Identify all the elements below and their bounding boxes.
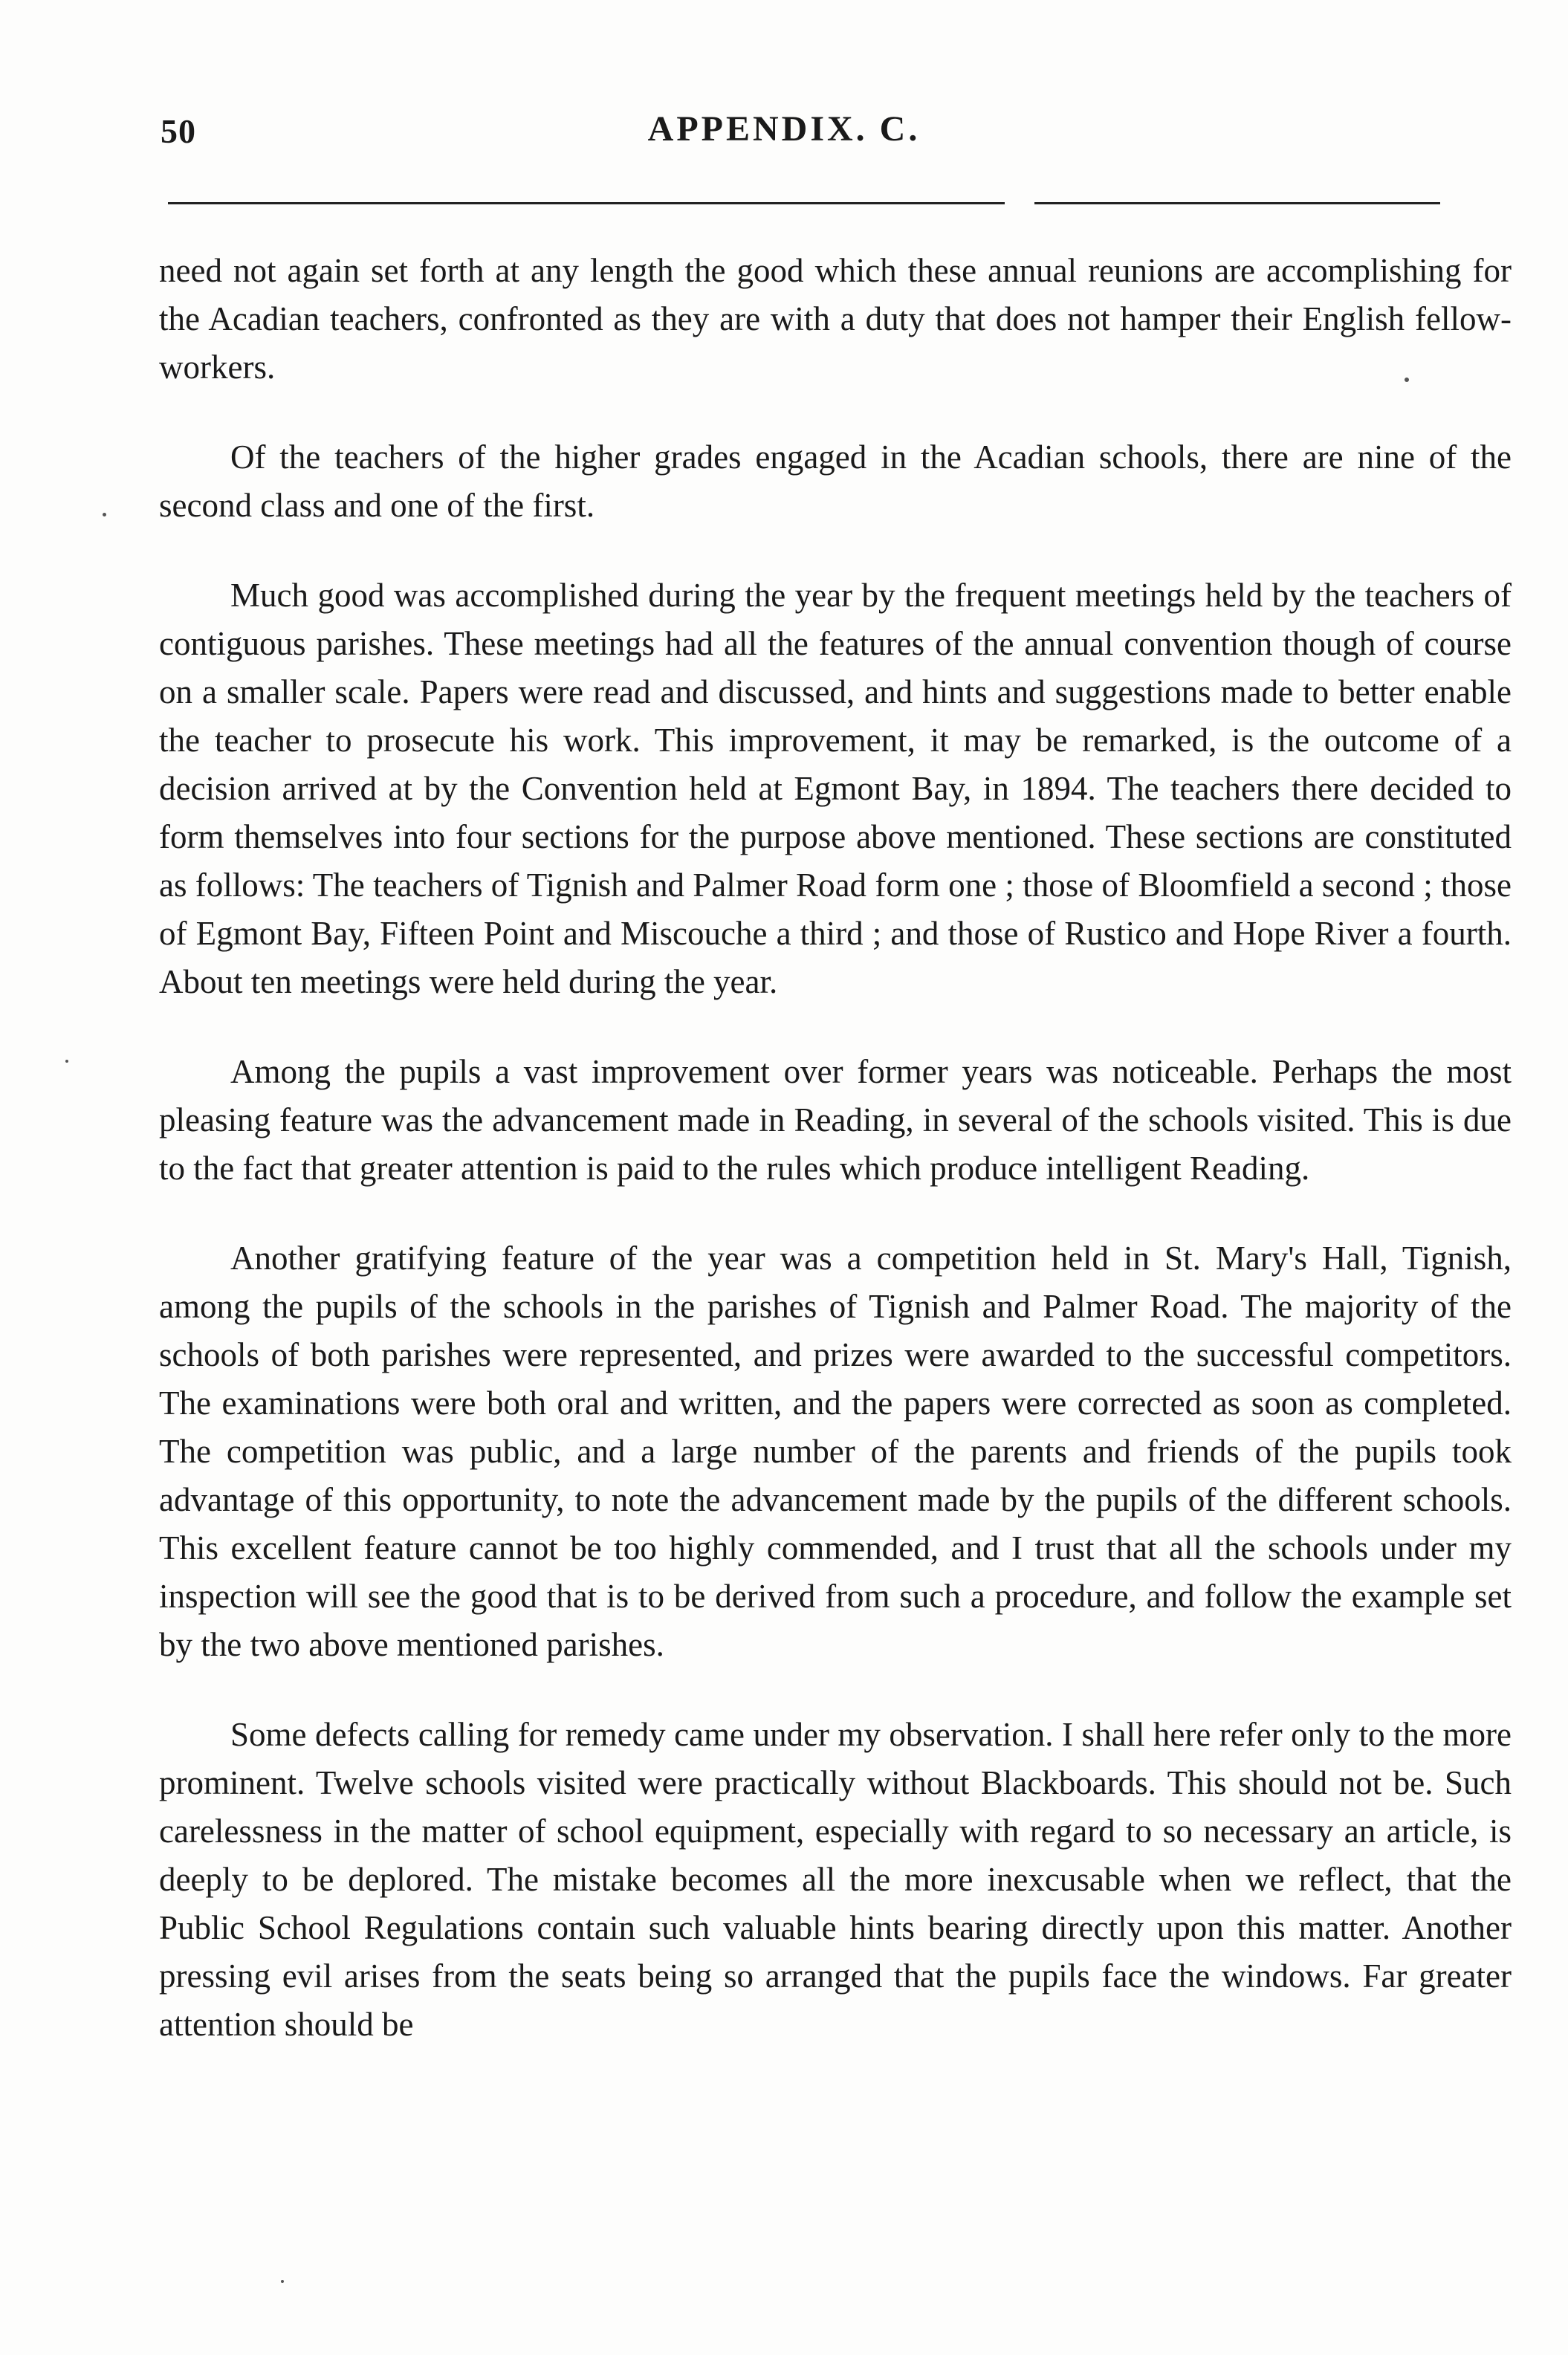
scan-speck: [65, 1060, 68, 1063]
header-rule: [168, 202, 1440, 204]
body-text: [159, 247, 1512, 2049]
paragraph-pupil-improvement: Among the pupils a vast improvement over former years was noticeable. Perhaps the most pleasing feature was the advancement made in Reading, in several of the schools visited. This is due to the fact that greater attention is paid to the rules which produce intelligent Reading.: [159, 1053, 1512, 1187]
paragraph-continuation: need not again set forth at any length the good which these annual reunions are accomplishing for the Acadian teachers, confronted as they are with a duty that does not hamper their English fellow-workers.: [159, 252, 1512, 386]
scan-speck: [281, 2280, 284, 2283]
header-rule-gap: [1005, 198, 1034, 207]
page-number: 50: [161, 112, 196, 150]
paragraph-defects: Some defects calling for remedy came under my observation. I shall here refer only to the more prominent. Twelve schools visited were practically without Blackboards. This should not be. Such carelessness in the matter of school equipment, especially with regard to so necessary an article, is deeply to be deplored. The mistake becomes all the more inexcusable when we reflect, that the Public School Regulations contain such valuable hints bearing directly upon this matter. Another pressing evil arises from the seats being so arranged that the pupils face the windows. Far greater attention should be: [159, 1716, 1512, 2043]
running-head: APPENDIX. C.: [647, 109, 921, 149]
paragraph-competition: Another gratifying feature of the year was a competition held in St. Mary's Hall, Tignish, among the pupils of the schools in the parishes of Tignish and Palmer Road. The majority of the schools of both parishes were represented, and prizes were awarded to the successful competitors. The examinations were both oral and written, and the papers were corrected as soon as completed. The competition was public, and a large number of the parents and friends of the pupils took advantage of this opportunity, to note the advancement made by the pupils of the different schools. This excellent feature cannot be too highly commended, and I trust that all the schools under my inspection will see the good that is to be derived from such a procedure, and follow the example set by the two above mentioned parishes.: [159, 1240, 1512, 1663]
paragraph-teacher-grades: Of the teachers of the higher grades engaged in the Acadian schools, there are nine of the second class and one of the first.: [159, 438, 1512, 524]
scan-speck: [1405, 378, 1409, 382]
scan-speck: [103, 513, 106, 516]
paragraph-teacher-meetings: Much good was accomplished during the year by the frequent meetings held by the teachers of contiguous parishes. These meetings had all the features of the annual convention though of course on a smaller scale. Papers were read and discussed, and hints and suggestions made to better enable the teacher to prosecute his work. This improvement, it may be remarked, is the outcome of a decision arrived at by the Convention held at Egmont Bay, in 1894. The teachers there decided to form themselves into four sections for the purpose above mentioned. These sections are constituted as follows: The teachers of Tignish and Palmer Road form one ; those of Bloomfield a second ; those of Egmont Bay, Fifteen Point and Miscouche a third ; and those of Rustico and Hope River a fourth. About ten meetings were held during the year.: [159, 577, 1512, 1000]
